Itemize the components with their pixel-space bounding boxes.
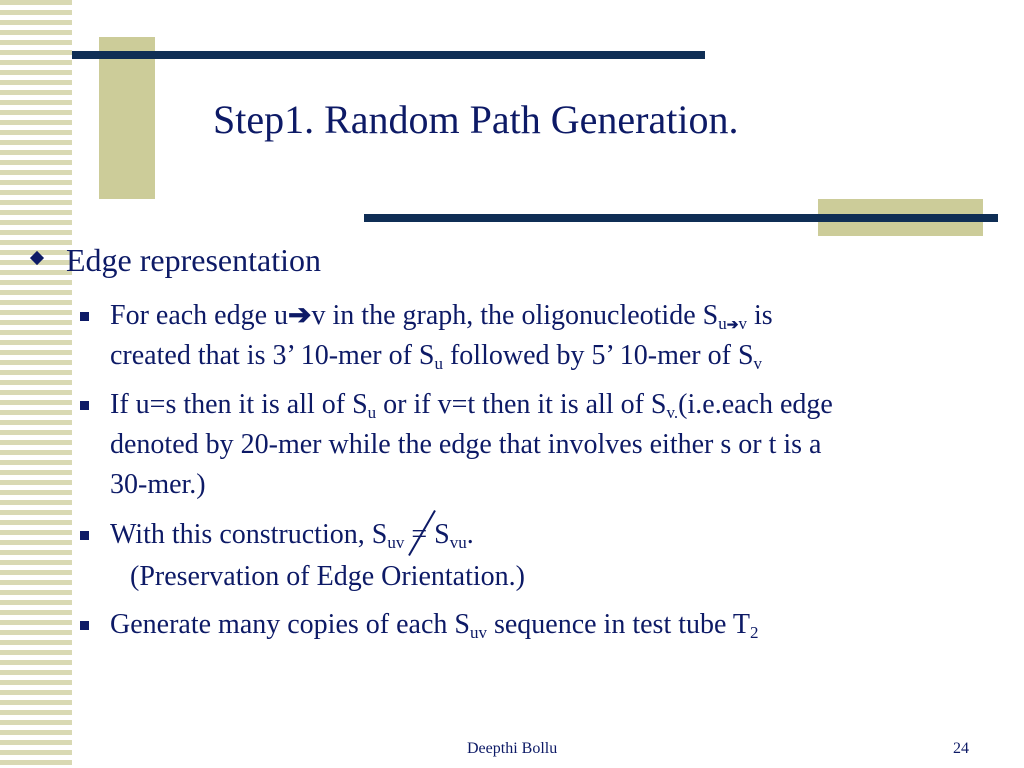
top-rule xyxy=(72,51,705,59)
square-bullet-icon xyxy=(80,621,89,630)
bullet-line: denoted by 20-mer while the edge that involves either s or t is a xyxy=(110,429,822,460)
bullet-line: For each edge u➔v in the graph, the oligonucleotide $S_{u➔v}$ is xyxy=(110,300,773,333)
bullet-line: Generate many copies of each $S_{uv}$ sequence in test tube $T_2$ xyxy=(110,609,759,642)
tan-accent-block-top xyxy=(99,37,155,199)
bullet-line: With this construction, $S_{uv} = S$ $_{vu}$. xyxy=(110,515,474,555)
right-arrow-icon: ➔ xyxy=(726,318,739,333)
right-arrow-icon: ➔ xyxy=(288,300,312,331)
section-heading-text: Edge representation xyxy=(66,242,321,278)
title-underline-rule xyxy=(364,214,998,222)
square-bullet-icon xyxy=(80,531,89,540)
footer-author: Deepthi Bollu xyxy=(467,740,558,757)
bullet-line: If u=s then it is all of $S_u$ or if v=t then it is all of $S_{v.}(i.e.each$ edge xyxy=(110,389,833,422)
square-bullet-icon xyxy=(80,401,89,410)
slide-title: Step1. Random Path Generation. xyxy=(213,97,739,142)
bullet-line: (Preservation of Edge Orientation.) xyxy=(130,561,525,592)
left-stripe-decoration xyxy=(0,0,72,768)
bullet-line: 30-mer.) xyxy=(110,469,206,500)
bullet-line: created that is 3’ 10-mer of $S_u$ followed by 5’ 10-mer of $S_v$ xyxy=(110,340,763,373)
square-bullet-icon xyxy=(80,312,89,321)
slide-number: 24 xyxy=(953,740,969,757)
